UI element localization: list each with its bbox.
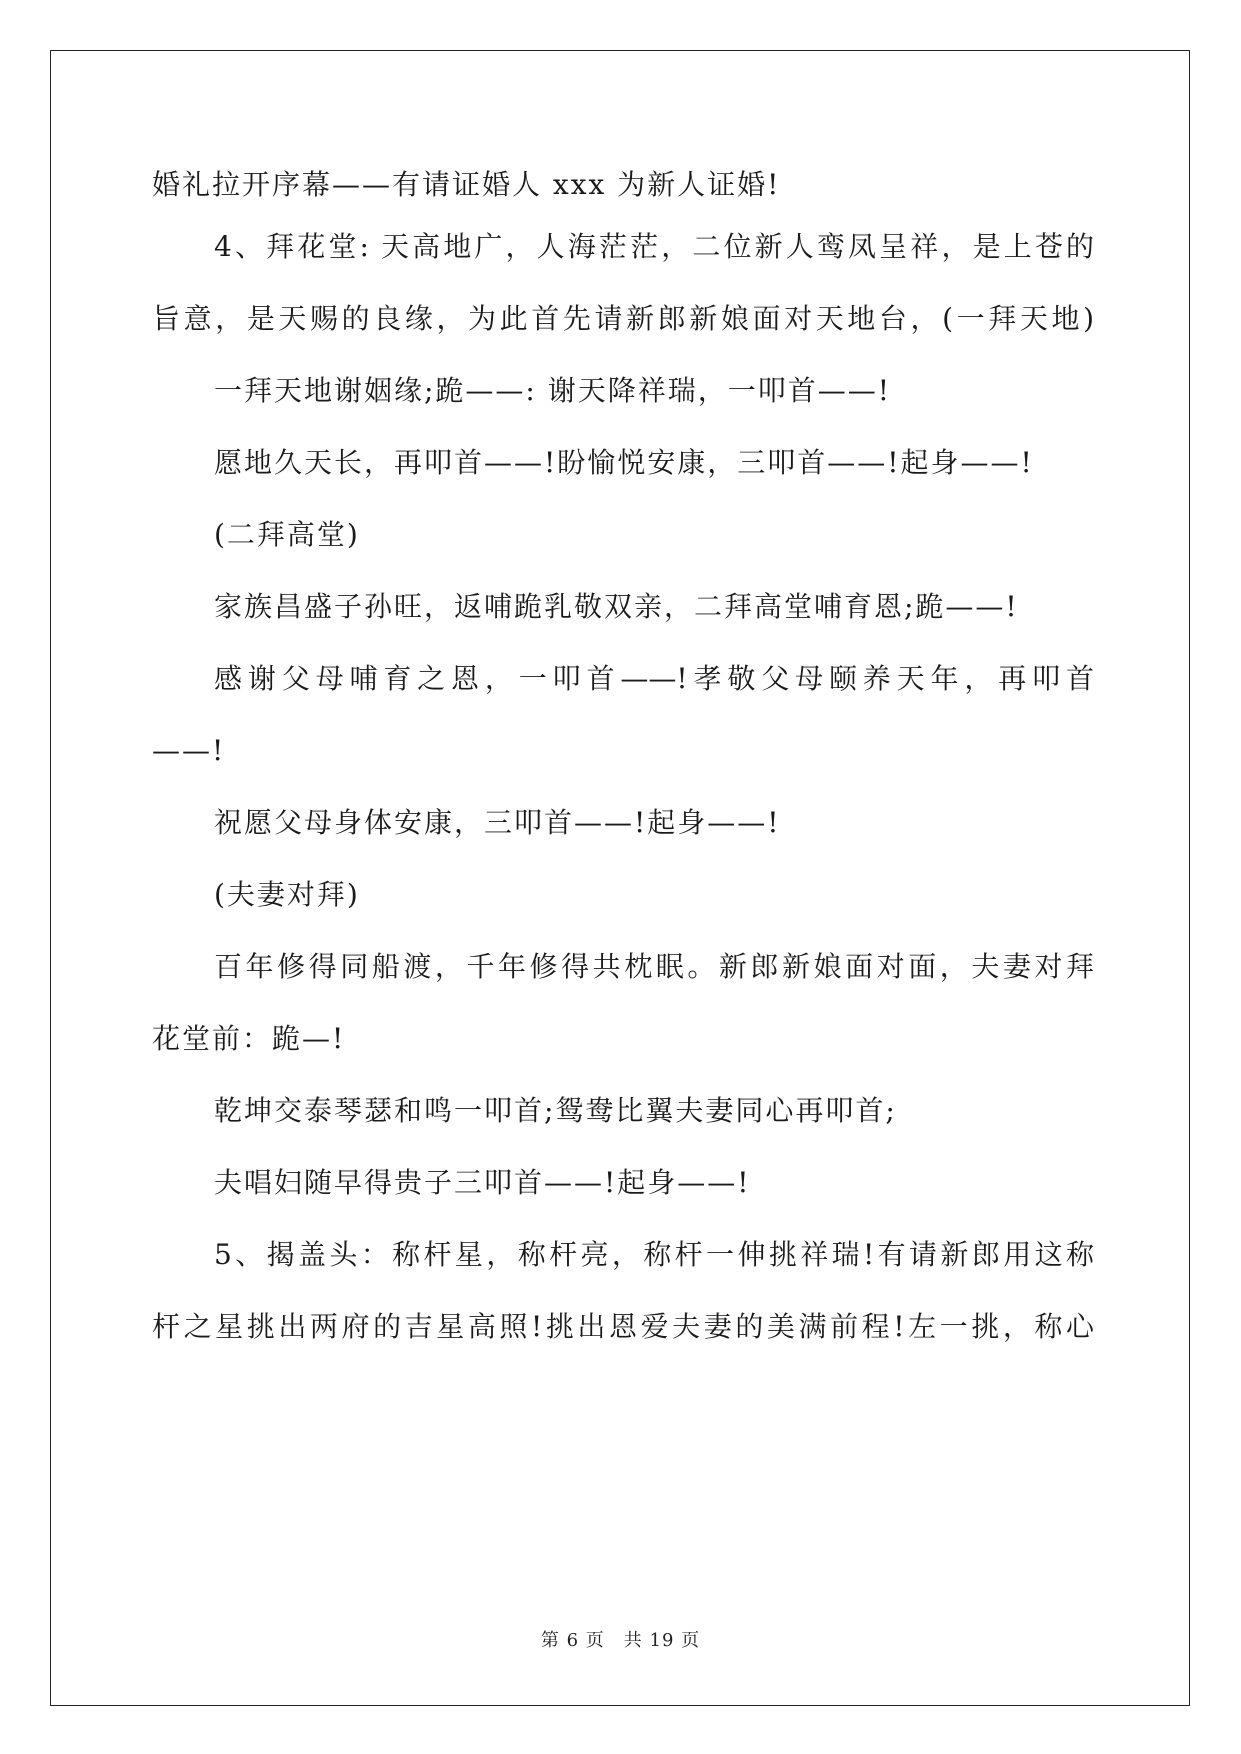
paragraph-line: 旨意，是天赐的良缘，为此首先请新郎新娘面对天地台，(一拜天地) <box>152 302 1094 335</box>
paragraph-line: 家族昌盛子孙旺，返哺跪乳敬双亲，二拜高堂哺育恩;跪——! <box>214 590 1019 623</box>
paragraph-line: 乾坤交泰琴瑟和鸣一叩首;鸳鸯比翼夫妻同心再叩首; <box>214 1094 897 1127</box>
paragraph-line: ——! <box>152 734 226 767</box>
section-heading: (夫妻对拜) <box>214 878 360 911</box>
section-heading: (二拜高堂) <box>214 518 360 551</box>
paragraph-line: 夫唱妇随早得贵子三叩首——!起身——! <box>214 1166 751 1199</box>
paragraph-line: 感谢父母哺育之恩，一叩首——!孝敬父母颐养天年，再叩首 <box>214 662 1094 695</box>
page-number: 第 6 页 共 19 页 <box>540 1630 701 1651</box>
paragraph-line: 杆之星挑出两府的吉星高照!挑出恩爱夫妻的美满前程!左一挑，称心 <box>152 1310 1094 1343</box>
paragraph-line: 百年修得同船渡，千年修得共枕眠。新郎新娘面对面，夫妻对拜 <box>214 950 1094 983</box>
paragraph-line: 愿地久天长，再叩首——!盼愉悦安康，三叩首——!起身——! <box>214 446 1034 479</box>
paragraph-line: 婚礼拉开序幕——有请证婚人 xxx 为新人证婚! <box>152 168 781 201</box>
paragraph-line: 花堂前：跪—! <box>152 1022 346 1055</box>
paragraph-line: 5、揭盖头：称杆星，称杆亮，称杆一伸挑祥瑞!有请新郎用这称 <box>214 1238 1094 1271</box>
paragraph-line: 祝愿父母身体安康，三叩首——!起身——! <box>214 806 781 839</box>
paragraph-line: 一拜天地谢姻缘;跪——: 谢天降祥瑞，一叩首——! <box>214 374 892 407</box>
paragraph-line: 4、拜花堂: 天高地广，人海茫茫，二位新人鸾凤呈祥，是上苍的 <box>214 230 1094 263</box>
